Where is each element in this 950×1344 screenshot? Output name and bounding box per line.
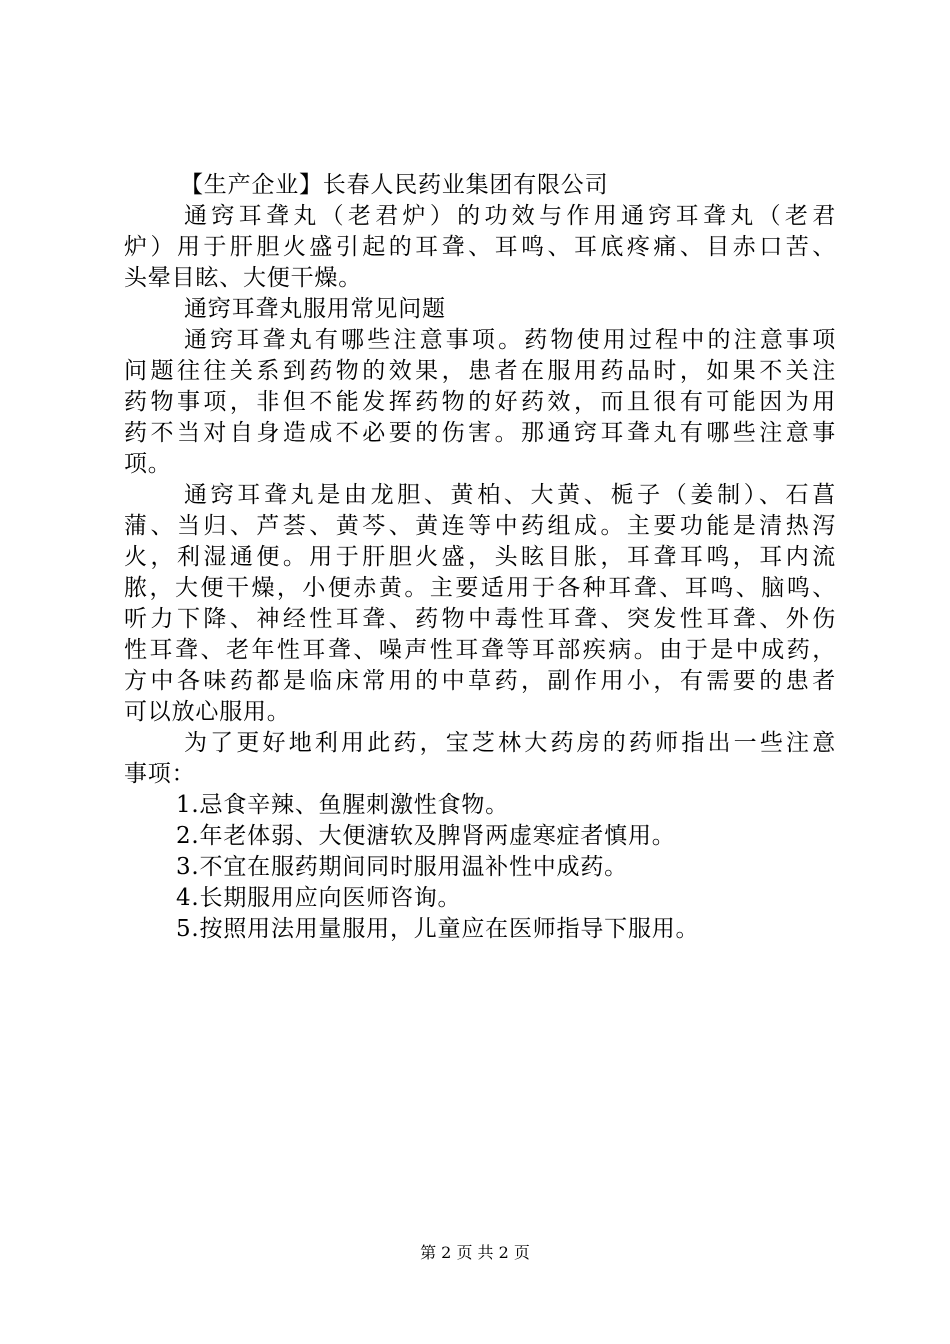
paragraph-line: 通窍耳聋丸是由龙胆、黄柏、大黄、栀子（姜制）、石菖 xyxy=(184,482,836,508)
producer-line: 【生产企业】长春人民药业集团有限公司 xyxy=(180,172,609,198)
paragraph-line: 可以放心服用。 xyxy=(124,699,291,725)
paragraph-line: 炉）用于肝胆火盛引起的耳聋、耳鸣、耳底疼痛、目赤口苦、 xyxy=(124,234,836,260)
paragraph-line: 听力下降、神经性耳聋、药物中毒性耳聋、突发性耳聋、外伤 xyxy=(124,606,836,632)
precaution-item: 4.长期服用应向医师咨询。 xyxy=(176,885,462,911)
paragraph-line: 项。 xyxy=(124,451,172,477)
paragraph-line: 头晕目眩、大便干燥。 xyxy=(124,265,362,291)
paragraph-line: 性耳聋、老年性耳聋、噪声性耳聋等耳部疾病。由于是中成药， xyxy=(124,637,836,663)
page-number-footer: 第 2 页 共 2 页 xyxy=(420,1243,530,1262)
paragraph-line: 为了更好地利用此药，宝芝林大药房的药师指出一些注意 xyxy=(184,730,836,756)
paragraph-line: 通窍耳聋丸（老君炉）的功效与作用通窍耳聋丸（老君 xyxy=(184,203,836,229)
paragraph-line: 蒲、当归、芦荟、黄芩、黄连等中药组成。主要功能是清热泻 xyxy=(124,513,836,539)
paragraph-line: 火，利湿通便。用于肝胆火盛，头眩目胀，耳聋耳鸣，耳内流 xyxy=(124,544,836,570)
precaution-item: 2.年老体弱、大便溏软及脾肾两虚寒症者慎用。 xyxy=(176,823,676,849)
paragraph-line: 脓，大便干燥，小便赤黄。主要适用于各种耳聋、耳鸣、脑鸣、 xyxy=(124,575,836,601)
paragraph-line: 问题往往关系到药物的效果，患者在服用药品时，如果不关注 xyxy=(124,358,836,384)
precaution-item: 3.不宜在服药期间同时服用温补性中成药。 xyxy=(176,854,628,880)
paragraph-line: 方中各味药都是临床常用的中草药，副作用小，有需要的患者 xyxy=(124,668,836,694)
paragraph-line: 事项： xyxy=(124,761,196,787)
paragraph-line: 通窍耳聋丸有哪些注意事项。药物使用过程中的注意事项 xyxy=(184,327,836,353)
document-body xyxy=(124,170,836,945)
paragraph-line: 药不当对自身造成不必要的伤害。那通窍耳聋丸有哪些注意事 xyxy=(124,420,836,446)
paragraph-line: 药物事项，非但不能发挥药物的好药效，而且很有可能因为用 xyxy=(124,389,836,415)
precaution-item: 5.按照用法用量服用，儿童应在医师指导下服用。 xyxy=(176,916,700,942)
precaution-item: 1.忌食辛辣、鱼腥刺激性食物。 xyxy=(176,792,509,818)
section-heading: 通窍耳聋丸服用常见问题 xyxy=(184,296,446,322)
